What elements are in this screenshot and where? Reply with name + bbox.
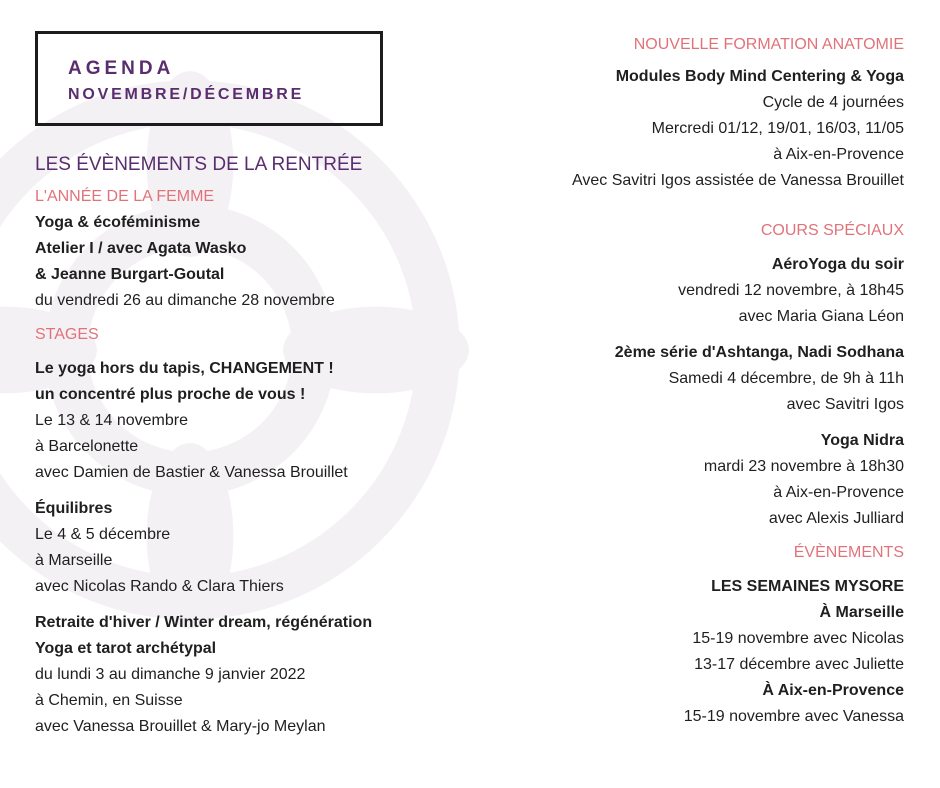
cours-line: avec Savitri Igos [786,396,904,413]
cours-name: AéroYoga du soir [771,256,904,273]
formation-line: Mercredi 01/12, 19/01, 16/03, 11/05 [651,120,904,137]
stage-with: avec Nicolas Rando & Clara Thiers [35,578,284,595]
stage-name: Le yoga hors du tapis, CHANGEMENT ! [35,360,334,377]
formation-line: Cycle de 4 journées [762,94,904,111]
stage-place: à Marseille [35,552,113,569]
cours-line: avec Alexis Julliard [768,510,904,527]
annee-femme-title: L'ANNÉE DE LA FEMME [35,188,215,205]
formation-line: Avec Savitri Igos assistée de Vanessa Brouillet [571,172,904,189]
annee-line: Yoga & écoféminisme [35,214,201,231]
mysore-city: À Aix-en-Provence [762,682,904,699]
cours-line: avec Maria Giana Léon [738,308,904,325]
stage-item [35,356,475,486]
formation-title: NOUVELLE FORMATION ANATOMIE [633,36,904,53]
stage-name: Équilibres [35,500,113,517]
cours-title: COURS SPÉCIAUX [760,222,904,239]
formation-line: à Aix-en-Provence [773,146,904,163]
mysore-name: LES SEMAINES MYSORE [711,578,904,595]
agenda-title: AGENDA [68,58,175,79]
stages-title: STAGES [35,326,99,343]
stage-place: à Chemin, en Suisse [35,692,183,709]
annee-line: & Jeanne Burgart-Goutal [35,266,225,283]
stage-name: Yoga et tarot archétypal [35,640,217,657]
agenda-subtitle: NOVEMBRE/DÉCEMBRE [68,86,305,103]
annee-line: Atelier I / avec Agata Wasko [35,240,247,257]
cours-name: Yoga Nidra [820,432,904,449]
events-heading: LES ÉVÈNEMENTS DE LA RENTRÉE [35,154,363,175]
cours-item [444,252,904,330]
stage-name: Retraite d'hiver / Winter dream, régénération [35,614,373,631]
cours-line: à Aix-en-Provence [773,484,904,501]
stage-date: Le 13 & 14 novembre [35,412,188,429]
cours-line: vendredi 12 novembre, à 18h45 [678,282,904,299]
cours-name: 2ème série d'Ashtanga, Nadi Sodhana [614,344,904,361]
cours-item [444,428,904,532]
mysore-line: 15-19 novembre avec Nicolas [692,630,904,647]
stage-place: à Barcelonette [35,438,139,455]
stage-date: du lundi 3 au dimanche 9 janvier 2022 [35,666,306,683]
left-column [35,152,475,740]
agenda-header-box [35,31,383,126]
right-column [444,32,904,730]
stage-with: avec Damien de Bastier & Vanessa Brouillet [35,464,348,481]
stage-with: avec Vanessa Brouillet & Mary-jo Meylan [35,718,326,735]
formation-name: Modules Body Mind Centering & Yoga [615,68,904,85]
stage-item [35,610,475,740]
cours-line: mardi 23 novembre à 18h30 [703,458,904,475]
mysore-line: 15-19 novembre avec Vanessa [683,708,904,725]
mysore-line: 13-17 décembre avec Juliette [694,656,904,673]
mysore-city: À Marseille [819,604,904,621]
stage-date: Le 4 & 5 décembre [35,526,171,543]
evenements-title: ÉVÈNEMENTS [793,544,904,561]
annee-date: du vendredi 26 au dimanche 28 novembre [35,292,335,309]
stage-item [35,496,475,600]
cours-item [444,340,904,418]
cours-line: Samedi 4 décembre, de 9h à 11h [668,370,904,387]
stage-name: un concentré plus proche de vous ! [35,386,306,403]
